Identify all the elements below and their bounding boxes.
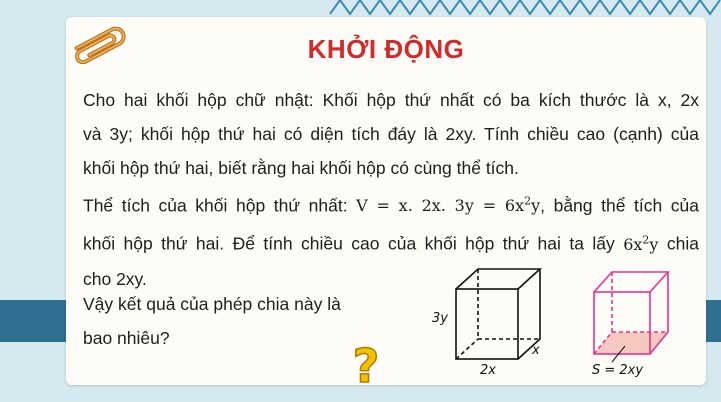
right-stripe bbox=[706, 300, 721, 342]
explanation-segment: , bằng thể tích của bbox=[540, 195, 699, 216]
explanation-segment: khối hộp thứ hai. Để tính chiều cao của khối hộp thứ hai ta lấy bbox=[83, 233, 624, 254]
box-one-depth-label: x bbox=[532, 343, 540, 358]
box-two bbox=[594, 272, 668, 362]
svg-text:?: ? bbox=[352, 339, 380, 390]
boxes-figure bbox=[420, 262, 690, 382]
formula-tail: y bbox=[531, 196, 541, 216]
divisor-base: 6x bbox=[623, 234, 643, 254]
page-title: KHỞI ĐỘNG bbox=[307, 34, 465, 64]
question-mark-icon bbox=[346, 338, 386, 390]
box-two-base-label: S = 2xy bbox=[592, 363, 644, 378]
problem-text bbox=[83, 83, 699, 185]
volume-formula bbox=[356, 196, 540, 215]
explanation-segment: Thể tích của khối hộp thứ nhất: bbox=[83, 195, 357, 216]
question-line: Vậy kết quả của phép chia này là bbox=[83, 294, 341, 314]
formula-exponent: 2 bbox=[524, 195, 532, 208]
divisor-exponent: 2 bbox=[642, 233, 650, 247]
left-stripe bbox=[0, 300, 66, 342]
explanation-segment: chia bbox=[658, 233, 699, 254]
divisor-expression bbox=[623, 235, 658, 254]
box-one bbox=[456, 269, 540, 359]
problem-line: và 3y; khối hộp thứ hai có diện tích đáy là 2xy. Tính chiều cao (cạnh) của bbox=[83, 124, 699, 144]
box-two-base bbox=[594, 332, 668, 354]
box-one-height-label: 3y bbox=[432, 311, 448, 326]
explanation-line bbox=[83, 223, 699, 261]
question-text bbox=[83, 287, 383, 355]
explanation-line bbox=[83, 185, 699, 223]
problem-line: khối hộp thứ hai, biết rằng hai khối hộp có cùng thể tích. bbox=[83, 158, 519, 178]
formula-base: V = x. 2x. 3y = 6x bbox=[356, 196, 525, 216]
box-one-width-label: 2x bbox=[480, 363, 496, 378]
question-line: bao nhiêu? bbox=[83, 328, 170, 348]
problem-line: Cho hai khối hộp chữ nhật: Khối hộp thứ nhất có ba kích thước là x, 2x bbox=[83, 90, 699, 110]
divisor-tail: y bbox=[649, 234, 659, 254]
explanation-line: cho 2xy. bbox=[83, 268, 147, 289]
